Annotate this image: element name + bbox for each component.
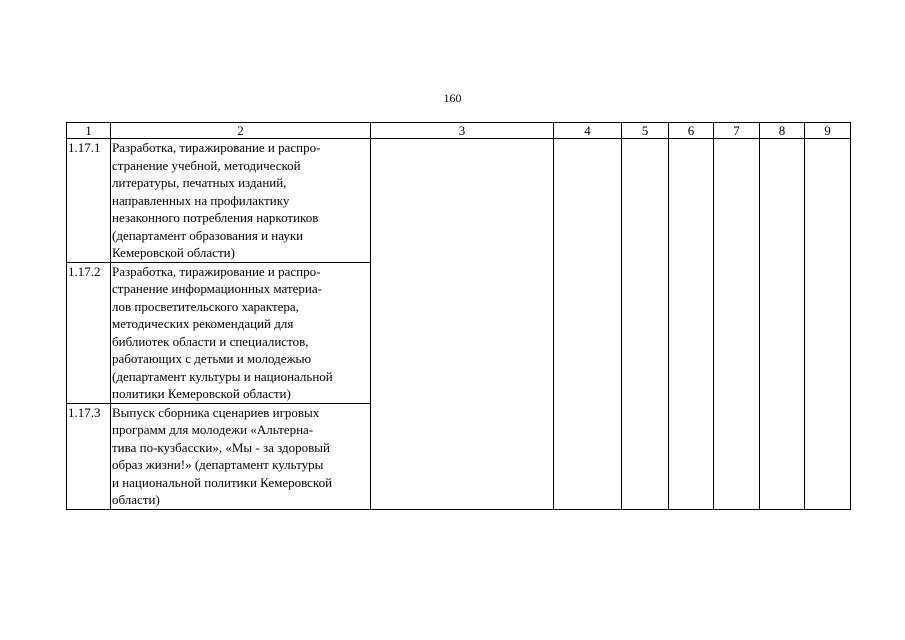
row-description: [111, 403, 371, 509]
description-line: и национальной политики Кемеровской: [112, 474, 333, 490]
table-row: [67, 139, 851, 263]
description-line: работающих с детьми и молодежью: [112, 351, 312, 366]
description-line: лов просветительского характера,: [112, 298, 299, 314]
description-line: направленных на профилактику: [112, 192, 290, 208]
description-line: Разработка, тиражирование и распро-: [112, 263, 321, 279]
description-line: политики Кемеровской области): [112, 386, 291, 401]
description-line: странение учебной, методической: [112, 157, 301, 173]
column-header: 2: [111, 123, 371, 139]
column-6-cell: [669, 139, 714, 510]
column-header: 8: [760, 123, 805, 139]
row-description: [111, 139, 371, 263]
column-7-cell: [714, 139, 760, 510]
column-header: 6: [669, 123, 714, 139]
row-number: 1.17.1: [67, 139, 111, 263]
column-header: 3: [371, 123, 554, 139]
column-header: 5: [622, 123, 669, 139]
description-line: (департамент образования и науки: [112, 227, 304, 243]
column-8-cell: [760, 139, 805, 510]
row-number: 1.17.3: [67, 403, 111, 509]
column-header: 1: [67, 123, 111, 139]
description-line: незаконного потребления наркотиков: [112, 210, 319, 225]
column-3-cell: [371, 139, 554, 510]
description-line: Кемеровской области): [112, 245, 235, 260]
plan-table: [66, 122, 851, 510]
column-9-cell: [805, 139, 851, 510]
description-line: области): [112, 492, 160, 507]
description-line: библиотек области и специалистов,: [112, 333, 309, 349]
description-line: программ для молодежи «Альтерна-: [112, 422, 314, 437]
description-line: тива по-кузбасски», «Мы - за здоровый: [112, 439, 330, 455]
column-header: 7: [714, 123, 760, 139]
description-line: литературы, печатных изданий,: [112, 175, 287, 190]
description-line: методических рекомендаций для: [112, 316, 294, 331]
description-line: Разработка, тиражирование и распро-: [112, 140, 321, 155]
row-description: [111, 262, 371, 403]
description-line: образ жизни!» (департамент культуры: [112, 457, 324, 472]
column-4-cell: [554, 139, 622, 510]
description-line: Выпуск сборника сценариев игровых: [112, 404, 320, 420]
column-header: 4: [554, 123, 622, 139]
column-header: 9: [805, 123, 851, 139]
column-5-cell: [622, 139, 669, 510]
header-row: [67, 123, 851, 139]
row-number: 1.17.2: [67, 262, 111, 403]
description-line: странение информационных материа-: [112, 281, 322, 296]
page-number: 160: [443, 91, 462, 105]
description-line: (департамент культуры и национальной: [112, 368, 333, 384]
